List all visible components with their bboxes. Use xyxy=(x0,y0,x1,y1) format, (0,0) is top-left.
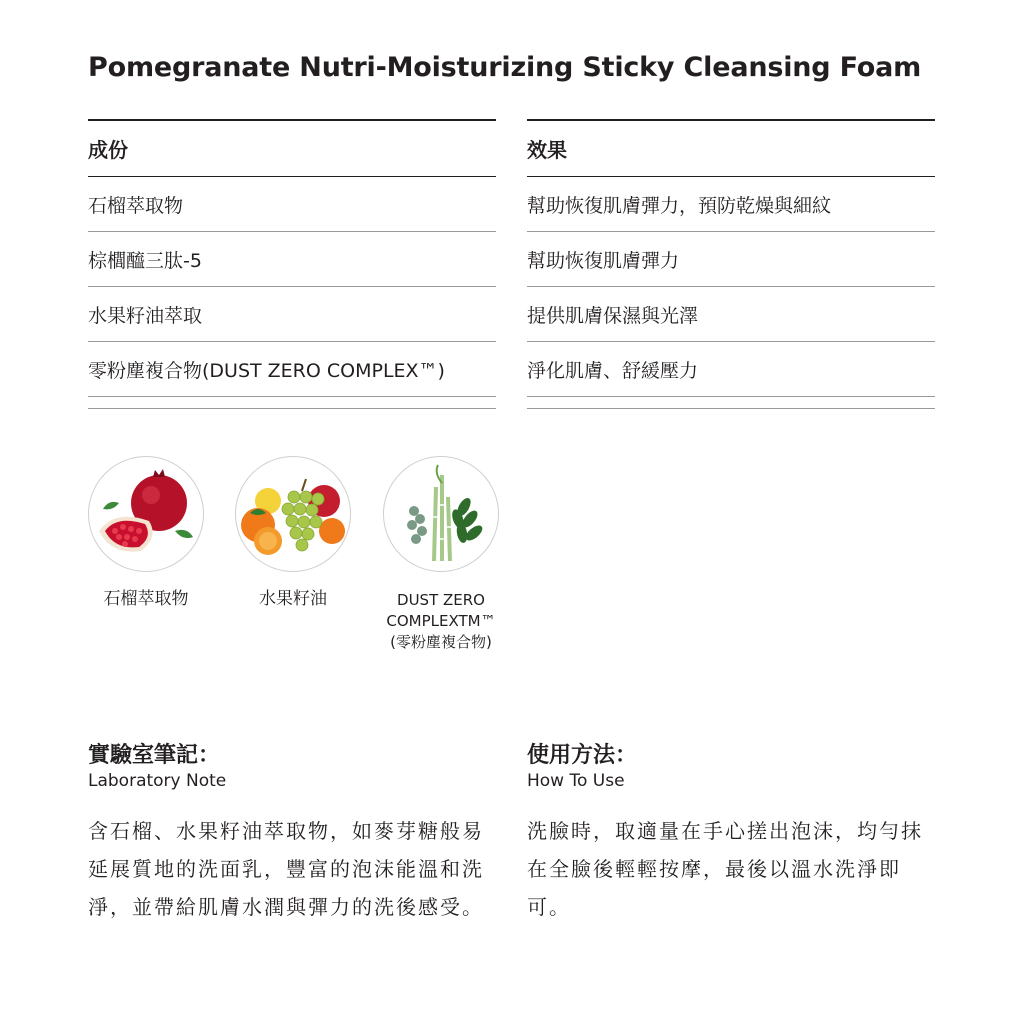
effect-row: 提供肌膚保濕與光澤 xyxy=(527,287,935,342)
effects-header: 效果 xyxy=(527,119,935,177)
key-ingredient-pomegranate xyxy=(71,456,221,609)
ingredient-row: 零粉塵複合物(DUST ZERO COMPLEX™) xyxy=(88,342,496,397)
how-to-use-heading xyxy=(527,738,637,791)
effect-row: 幫助恢復肌膚彈力，預防乾燥與細紋 xyxy=(527,177,935,232)
lab-note-title: 實驗室筆記： xyxy=(88,743,221,768)
ingredient-label-line: DUST ZERO xyxy=(397,591,485,609)
lab-note-subtitle: Laboratory Note xyxy=(88,771,227,791)
how-to-use-title: 使用方法： xyxy=(527,743,638,768)
lab-note-heading xyxy=(88,738,226,791)
how-to-use-subtitle: How To Use xyxy=(527,771,625,791)
fruits-icon xyxy=(235,456,351,572)
ingredient-row: 水果籽油萃取 xyxy=(88,287,496,342)
pomegranate-icon xyxy=(88,456,204,572)
ingredients-table xyxy=(88,119,496,409)
ingredient-label: 石榴萃取物 xyxy=(103,589,189,609)
ingredient-row: 石榴萃取物 xyxy=(88,177,496,232)
ingredient-label: 水果籽油 xyxy=(259,589,327,609)
key-ingredient-fruits xyxy=(218,456,368,609)
page-title: Pomegranate Nutri-Moisturizing Sticky Cleansing Foam xyxy=(88,52,922,83)
bamboo-herb-icon xyxy=(383,456,499,572)
table-divider xyxy=(527,397,935,409)
key-ingredient-dust-zero-complex xyxy=(366,456,516,653)
ingredients-header: 成份 xyxy=(88,119,496,177)
ingredient-row: 棕櫚醯三肽-5 xyxy=(88,232,496,287)
ingredient-label-line: COMPLEXTM™ xyxy=(386,612,496,630)
effects-table xyxy=(527,119,935,409)
ingredient-label xyxy=(366,590,516,653)
how-to-use-body: 洗臉時，取適量在手心搓出泡沫，均勻抹在全臉後輕輕按摩，最後以溫水洗淨即可。 xyxy=(527,819,923,919)
ingredient-label-line: (零粉塵複合物) xyxy=(390,633,492,651)
lab-note-body: 含石榴、水果籽油萃取物，如麥芽糖般易延展質地的洗面乳，豐富的泡沫能溫和洗淨，並帶給肌膚水潤與彈力的洗後感受。 xyxy=(88,819,484,919)
effect-row: 幫助恢復肌膚彈力 xyxy=(527,232,935,287)
effect-row: 淨化肌膚、舒緩壓力 xyxy=(527,342,935,397)
table-divider xyxy=(88,397,496,409)
